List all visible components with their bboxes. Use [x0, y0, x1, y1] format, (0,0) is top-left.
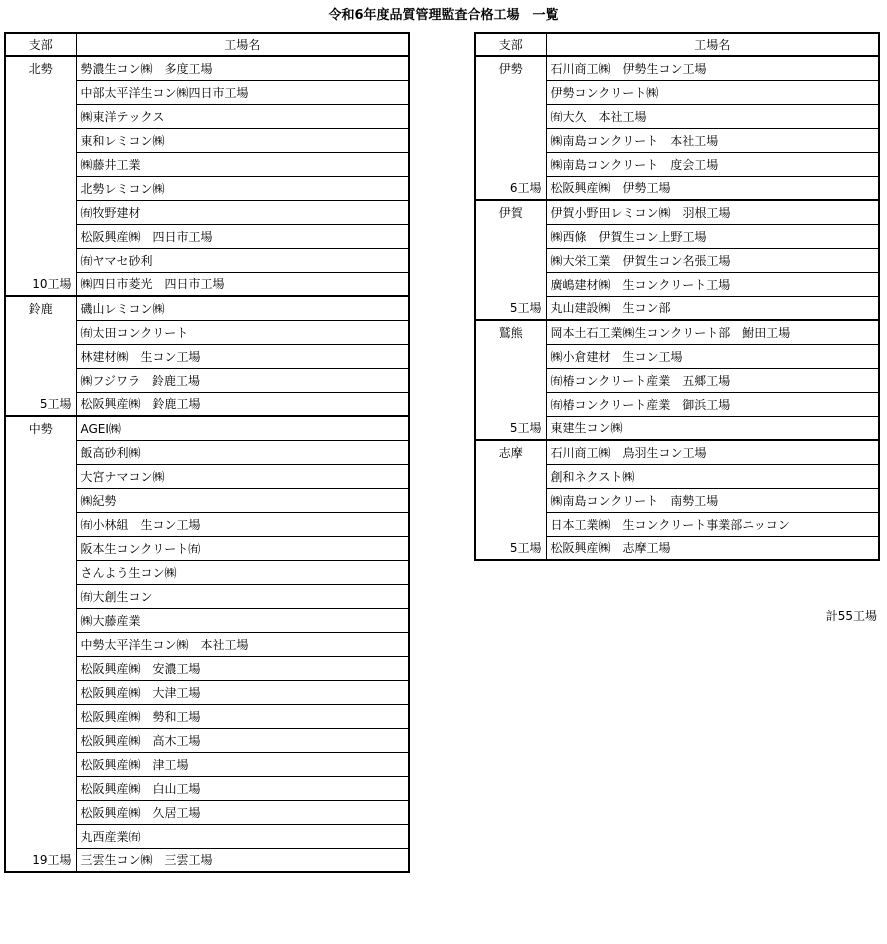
- table-row: [475, 416, 879, 440]
- branch-header: 支部: [475, 33, 546, 56]
- table-row: [475, 272, 879, 296]
- plant-name: 北勢レミコン㈱: [76, 176, 409, 200]
- left-table-body: [5, 56, 409, 872]
- branch-cell: [5, 632, 76, 656]
- plant-name: 飯高砂利㈱: [76, 440, 409, 464]
- table-row: [5, 848, 409, 872]
- total-count: 計55工場: [825, 609, 877, 623]
- table-row: [5, 248, 409, 272]
- branch-cell: [5, 608, 76, 632]
- branch-cell: [5, 344, 76, 368]
- plant-name: 東和レミコン㈱: [76, 128, 409, 152]
- table-row: [5, 272, 409, 296]
- table-row: [5, 320, 409, 344]
- table-row: [475, 464, 879, 488]
- plant-name: AGEI㈱: [76, 416, 409, 440]
- plant-name: ㈱大藤産業: [76, 608, 409, 632]
- plant-name: 松阪興産㈱ 久居工場: [76, 800, 409, 824]
- table-row: [475, 344, 879, 368]
- table-row: [475, 296, 879, 320]
- table-row: [5, 632, 409, 656]
- branch-cell: [475, 104, 546, 128]
- branch-name: 志摩: [475, 440, 546, 464]
- branch-name: 鈴鹿: [5, 296, 76, 320]
- plant-name: 廣嶋建材㈱ 生コンクリート工場: [546, 272, 879, 296]
- branch-cell: [5, 752, 76, 776]
- branch-cell: [5, 680, 76, 704]
- table-row: [5, 584, 409, 608]
- table-row: [5, 704, 409, 728]
- table-row: [475, 392, 879, 416]
- plant-name: ㈲牧野建材: [76, 200, 409, 224]
- branch-cell: [5, 200, 76, 224]
- table-row: [475, 200, 879, 224]
- branch-cell: [475, 224, 546, 248]
- table-row: [5, 800, 409, 824]
- branch-cell: [475, 248, 546, 272]
- plant-name: 松阪興産㈱ 安濃工場: [76, 656, 409, 680]
- table-row: [475, 104, 879, 128]
- left-plant-table: [4, 32, 410, 873]
- branch-cell: [5, 128, 76, 152]
- plant-name: 丸西産業㈲: [76, 824, 409, 848]
- plant-name: ㈲椿コンクリート産業 御浜工場: [546, 392, 879, 416]
- plant-name: ㈱四日市菱光 四日市工場: [76, 272, 409, 296]
- branch-cell: [5, 536, 76, 560]
- branch-name: 伊勢: [475, 56, 546, 80]
- plant-name: ㈱小倉建材 生コン工場: [546, 344, 879, 368]
- branch-cell: [475, 368, 546, 392]
- table-row: [475, 128, 879, 152]
- plant-name: 松阪興産㈱ 津工場: [76, 752, 409, 776]
- plant-name: 松阪興産㈱ 勢和工場: [76, 704, 409, 728]
- plant-name: 磯山レミコン㈱: [76, 296, 409, 320]
- table-row: [475, 80, 879, 104]
- branch-cell: [5, 488, 76, 512]
- table-header-row: [5, 33, 409, 56]
- branch-cell: [475, 512, 546, 536]
- plant-name: 松阪興産㈱ 鈴鹿工場: [76, 392, 409, 416]
- branch-cell: [475, 392, 546, 416]
- right-table-body: [475, 56, 879, 560]
- branch-cell: [5, 584, 76, 608]
- branch-count: 5工場: [5, 392, 76, 416]
- plant-name: 伊勢コンクリート㈱: [546, 80, 879, 104]
- plant-name: ㈲太田コンクリート: [76, 320, 409, 344]
- plant-name: ㈲小林組 生コン工場: [76, 512, 409, 536]
- plant-name: 阪本生コンクリート㈲: [76, 536, 409, 560]
- plant-name: 伊賀小野田レミコン㈱ 羽根工場: [546, 200, 879, 224]
- plant-name: 大宮ナマコン㈱: [76, 464, 409, 488]
- branch-cell: [5, 656, 76, 680]
- branch-count: 5工場: [475, 296, 546, 320]
- page-title: 令和6年度品質管理監査合格工場 一覧: [328, 8, 559, 23]
- table-header-row: [475, 33, 879, 56]
- plant-name: 東建生コン㈱: [546, 416, 879, 440]
- plant-name: 創和ネクスト㈱: [546, 464, 879, 488]
- plant-name: 岡本土石工業㈱生コンクリート部 鮒田工場: [546, 320, 879, 344]
- branch-cell: [5, 512, 76, 536]
- plant-name: 三雲生コン㈱ 三雲工場: [76, 848, 409, 872]
- plant-name: さんよう生コン㈱: [76, 560, 409, 584]
- branch-cell: [5, 104, 76, 128]
- table-row: [5, 56, 409, 80]
- table-row: [475, 56, 879, 80]
- plant-name: ㈲ヤマセ砂利: [76, 248, 409, 272]
- table-row: [5, 680, 409, 704]
- branch-cell: [475, 272, 546, 296]
- plant-name: 松阪興産㈱ 高木工場: [76, 728, 409, 752]
- branch-cell: [5, 320, 76, 344]
- table-row: [5, 536, 409, 560]
- plant-name: 中勢太平洋生コン㈱ 本社工場: [76, 632, 409, 656]
- branch-cell: [5, 440, 76, 464]
- branch-header: 支部: [5, 33, 76, 56]
- branch-cell: [5, 152, 76, 176]
- plant-name: 石川商工㈱ 鳥羽生コン工場: [546, 440, 879, 464]
- branch-cell: [5, 776, 76, 800]
- branch-cell: [5, 80, 76, 104]
- plant-name: ㈱藤井工業: [76, 152, 409, 176]
- table-row: [5, 560, 409, 584]
- table-row: [5, 608, 409, 632]
- right-plant-table: [474, 32, 880, 561]
- table-row: [475, 440, 879, 464]
- plant-header: 工場名: [76, 33, 409, 56]
- table-row: [475, 488, 879, 512]
- table-row: [5, 512, 409, 536]
- table-row: [5, 824, 409, 848]
- table-row: [5, 464, 409, 488]
- plant-name: ㈲大久 本社工場: [546, 104, 879, 128]
- plant-header: 工場名: [546, 33, 879, 56]
- branch-cell: [5, 728, 76, 752]
- branch-count: 5工場: [475, 416, 546, 440]
- plant-name: ㈱南島コンクリート 本社工場: [546, 128, 879, 152]
- branch-cell: [475, 488, 546, 512]
- branch-cell: [5, 224, 76, 248]
- plant-name: 丸山建設㈱ 生コン部: [546, 296, 879, 320]
- plant-name: ㈱南島コンクリート 南勢工場: [546, 488, 879, 512]
- branch-cell: [5, 800, 76, 824]
- table-row: [475, 536, 879, 560]
- branch-cell: [475, 152, 546, 176]
- table-row: [5, 344, 409, 368]
- branch-name: 伊賀: [475, 200, 546, 224]
- branch-cell: [475, 464, 546, 488]
- table-row: [5, 296, 409, 320]
- branch-cell: [5, 464, 76, 488]
- table-row: [475, 320, 879, 344]
- branch-name: 鷲熊: [475, 320, 546, 344]
- plant-name: 林建材㈱ 生コン工場: [76, 344, 409, 368]
- table-row: [5, 656, 409, 680]
- plant-name: 勢濃生コン㈱ 多度工場: [76, 56, 409, 80]
- branch-cell: [5, 704, 76, 728]
- plant-name: 松阪興産㈱ 白山工場: [76, 776, 409, 800]
- table-row: [5, 176, 409, 200]
- table-row: [5, 440, 409, 464]
- branch-count: 19工場: [5, 848, 76, 872]
- table-row: [5, 80, 409, 104]
- table-row: [475, 248, 879, 272]
- plant-name: ㈱大栄工業 伊賀生コン名張工場: [546, 248, 879, 272]
- branch-count: 6工場: [475, 176, 546, 200]
- branch-cell: [475, 128, 546, 152]
- plant-name: ㈱東洋テックス: [76, 104, 409, 128]
- table-row: [475, 224, 879, 248]
- plant-name: 松阪興産㈱ 伊勢工場: [546, 176, 879, 200]
- plant-name: ㈲椿コンクリート産業 五郷工場: [546, 368, 879, 392]
- plant-name: ㈱フジワラ 鈴鹿工場: [76, 368, 409, 392]
- branch-cell: [5, 176, 76, 200]
- table-row: [475, 368, 879, 392]
- table-row: [5, 200, 409, 224]
- plant-name: ㈱西條 伊賀生コン上野工場: [546, 224, 879, 248]
- table-row: [5, 104, 409, 128]
- plant-name: 松阪興産㈱ 大津工場: [76, 680, 409, 704]
- table-row: [5, 224, 409, 248]
- table-row: [5, 392, 409, 416]
- plant-name: 松阪興産㈱ 四日市工場: [76, 224, 409, 248]
- table-row: [475, 176, 879, 200]
- branch-cell: [5, 248, 76, 272]
- branch-count: 10工場: [5, 272, 76, 296]
- table-row: [5, 776, 409, 800]
- plant-name: 中部太平洋生コン㈱四日市工場: [76, 80, 409, 104]
- branch-cell: [5, 560, 76, 584]
- branch-count: 5工場: [475, 536, 546, 560]
- plant-name: ㈱紀勢: [76, 488, 409, 512]
- table-row: [475, 152, 879, 176]
- branch-name: 北勢: [5, 56, 76, 80]
- branch-cell: [475, 344, 546, 368]
- table-row: [5, 152, 409, 176]
- table-row: [5, 488, 409, 512]
- plant-name: ㈱南島コンクリート 度会工場: [546, 152, 879, 176]
- branch-cell: [5, 824, 76, 848]
- plant-name: ㈲大創生コン: [76, 584, 409, 608]
- table-row: [5, 128, 409, 152]
- branch-name: 中勢: [5, 416, 76, 440]
- plant-name: 石川商工㈱ 伊勢生コン工場: [546, 56, 879, 80]
- branch-cell: [475, 80, 546, 104]
- table-row: [5, 752, 409, 776]
- branch-cell: [5, 368, 76, 392]
- table-row: [5, 368, 409, 392]
- table-row: [5, 728, 409, 752]
- plant-name: 日本工業㈱ 生コンクリート事業部ニッコン: [546, 512, 879, 536]
- table-row: [5, 416, 409, 440]
- table-row: [475, 512, 879, 536]
- plant-name: 松阪興産㈱ 志摩工場: [546, 536, 879, 560]
